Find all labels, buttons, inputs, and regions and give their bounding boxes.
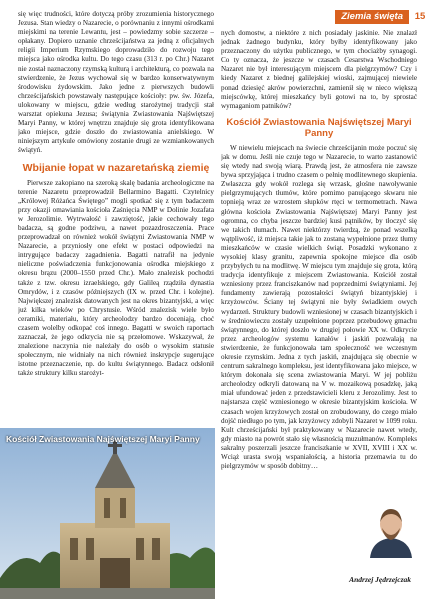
basilica-photo	[0, 428, 215, 599]
author-portrait	[362, 500, 420, 558]
basilica-illustration	[0, 428, 215, 599]
right-column	[221, 29, 417, 549]
author-signature: Andrzej Jędrzejczak	[349, 575, 411, 584]
left-column	[18, 10, 214, 410]
left-paragraph-2: Pierwsze zakopiano na szeroką skalę badania archeologiczne na terenie Nazaretu przeprowadził Bellarmino Bagatti. Czytelnicy „Królowej Różańca Świętego” mogli spotkać się z tym badaczem przy okazji omawiania kościoła Zaśnięcia NMP w Dolinie Jozafata w Jerozolimie. Wytrwałość i zawziętość, jakie cechowały tego badacza, są godne podziwu, a nawet pozazdroszczenia. Prace przeprowadzał on również wokół świątyni Zwiastowania NMP w Nazarecie, a przyniosły one efekt w postaci odpowiedzi na intrygujące badaczy zagadnienia. Bagatti natrafił na jedynie nieliczne poświadczenia funkcjonowania ośrodka miejskiego z okresu brązu (2000–1550 przed Chr.). Mało znalezisk pochodzi także z tzw. okresu izraelskiego, gdy Galileą rządziła dynastia Omrydów, i z czasów późniejszych (IX w. przed Chr. i kolejne). Największej znalezisk datowanych jest na okres bizantyjski, a więc już kilka wieków po Chrystusie. Wśród znalezisk wiele było ceramiki, materiału, który archeolodzy bardzo doceniają, choć czasem wolelby odkopać coś innego. Bagatti w swoich raportach zaznaczał, że jego odkrycia nie są przełomowe. Wskazywał, że znalezione naczynia nie należały do osób o wysokim statusie społecznym, nie widniały na nich również inskrypcje sugerujące istotne przeznaczenie, np. do kultu świątynnego. Badacz odsłonił także struktury kilku starożyt-	[18, 178, 214, 378]
section-heading-excavations: Wbijanie łopat w nazaretańską ziemię	[22, 161, 210, 174]
photo-caption: Kościół Zwiastowania Najświętszej Maryi Panny	[6, 434, 200, 444]
page-number: 15	[409, 10, 431, 24]
section-title: Ziemia święta	[335, 10, 409, 24]
section-heading-church: Kościół Zwiastowania Najświętszej Maryi Panny	[226, 116, 412, 139]
right-paragraph-1: nych domostw, a niektóre z nich posiadały jaskinie. Nie znalazł jednak żadnego budynku, który byłby identyfikowany jako przeznaczony do użytku publicznego, w tym chociażby synagogi. Co ty oznacza, że jeszcze w czasach Cesarstwa Wschodniego Nazaret nie był interesującym miejscem dla pielgrzymów? Czy i kiedy Nazaret z biednej galilejskiej wioski, zajmującej niewiele ponad dziesięć akrów powierzchni, zamienił się w nieco większą miejscówkę, której mieszkańcy byli gotowi na to, by sprostać wymaganiom patników?	[221, 29, 417, 110]
page-header	[335, 10, 431, 24]
right-paragraph-2: W niewielu miejscach na świecie chrześcijanin może poczuć się jak w domu. Jeśli nie czuje tego w Nazarecie, to warto zastanowić się wtedy nad swoją wiarą. Prawdą jest, że atmosfera nie zawsze bywa sprzyjająca i trudno czasem o pełnię modlitewnego skupienia. Zwłaszcza gdy wokół rozlega się wrzask, głośne nawoływanie pielgrzymujących tłumów, które pomimo panującego skwaru nie topnieją wraz ze wzrostem słupków rtęci w termometrach. Nawa główna kościoła Zwiastowania Najświętszej Maryi Panny jest ogromna, co chyba jeszcze bardziej kusi pątników, by tłoczyć się we takich tłumach. Nawet niektórzy twierdzą, że ponad wszelką wątpliwość, iż miejsca takie jak to zostaną wypełnione przez tłumy mieszkańców w czasie wielkich świąt. Posadzki wykonano z wysokiej klasy granitu, zapewnia spokojne miejsce dla osób przybyłych tu na modlitwę. W miejscu tym znajduje się grota, którą tradycja identyfikuje z miejscem Zwiastowania. Kościół został wzniesiony przez franciszkanów nad poprzednimi świątyniami. Jej fundamenty zawierają pozostałości świątyń bizantyjskiej i krzyżowców. Ściany tej świątyni nie były świadkiem owych wydarzeń. Struktury budowli wzniesionej w czasach bizantyjskich i w średniowieczu zostały uzupełnione poprzez przebudowę gmachu świątynnego, do której doszło w drugiej połowie XX w. Odkrycie przez archeologów systemu kanałów i jaskiń pozwalają na stwierdzenie, że funkcjonowała tam społeczność we wczesnym okresie rzymskim. Jedna z tych jaskiń, znajdująca się obecnie w centrum sakralnego kompleksu, jest identyfikowana jako miejsce, w którym dokonała się scena zwiastowania Maryi. W jej pobliżu archeolodzy odkryli datowaną na V w. mozaikową posadzkę, jaką miał ufundować jeden z przedstawicieli kleru z Jerozolimy. Jest to najstarsza część wzniesionego w okresie bizantyjskim kościoła. W czasach wojen krzyżowych został on zrobudowany, do czego miało dojść niedługo po tym, jak krzyżowcy zdobyli Nazaret w 1099 roku. Kult chrześcijański był praktykowany w Nazarecie nawet wtedy, gdy miasto na powrót stało się własnością muzułmanów. Kompleks sakralny poszerzali jeszcze franciszkanie w XVII, XVIII i XX w. Wciąż urasta swoją wspaniałością, a historia przemawia tu do pielgrzymów w sposób dobitny…	[221, 143, 417, 471]
author-portrait-image	[362, 500, 420, 558]
left-paragraph-1: się więc trudności, które dotyczą próby zrozumienia historycznego Jezusa. Stan wiedzy o Nazarecie, o porównaniu z innymi ośrodkami miejskimi na terenie Lewantu, jest – powiedzmy sobie szczerze – opłakany. Dopiero uznanie chrześcijaństwa za jedną z oficjalnych religii Imperium Rzymskiego doprowadziło do rozwoju tego miejsca jako ośrodka kultu. Do tego czasu (313 r. po Chr.) Nazaret nie został naznaczony rzymską kulturą i architekturą, co pozwala na stwierdzenie, że Jezus wychował się w bardzo konserwatywnym środowisku żydowskim. Jako jedne z pierwszych budowli chrześcijańskich powstawały następujące kościoły: pw. św. Józefa, ulokowany w miejscu, gdzie według starożytnej tradycji stał warsztat opiekuna Jezusa; świątynia Zwiastowania Najświętszej Maryi Panny, w której wnętrzu znajduje się grota identyfikowana jako miejsce, gdzie doszło do zwiastowania anielskiego. W niniejszym artykule omówiony zostanie drugi ze wzmiankowanych świątyń.	[18, 10, 214, 155]
